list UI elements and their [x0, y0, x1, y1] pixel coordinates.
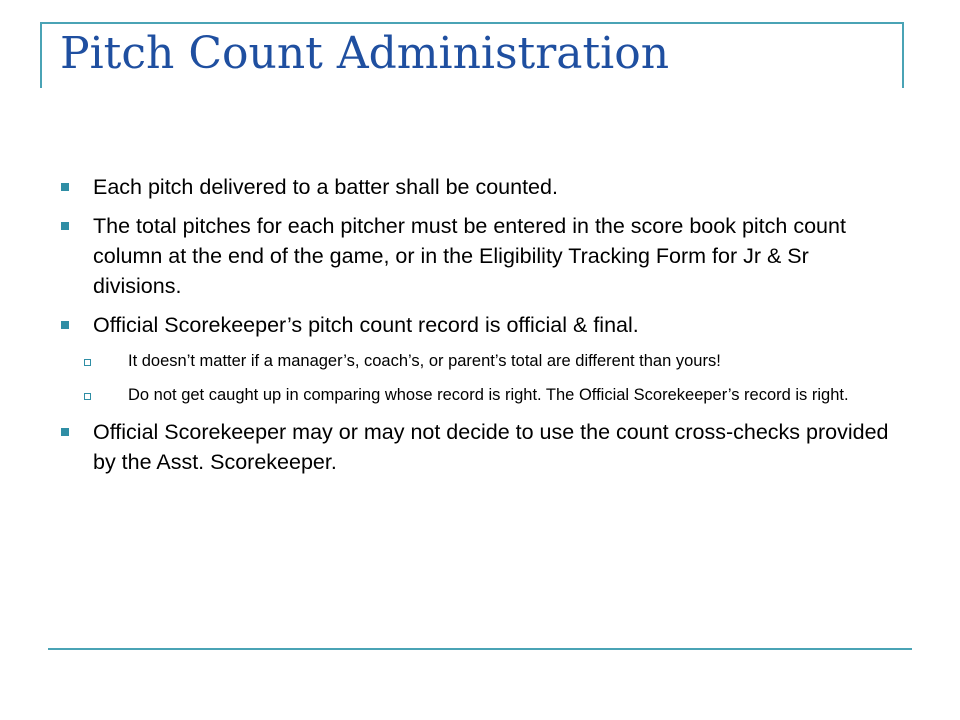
sub-bullet-item	[60, 349, 890, 373]
sub-bullet-text: Do not get caught up in comparing whose record is right. The Official Scorekeeper’s record is right.	[128, 386, 849, 404]
bullet-text: Official Scorekeeper may or may not decide to use the count cross-checks provided by the Asst. Scorekeeper.	[93, 420, 889, 474]
square-bullet-icon	[61, 321, 69, 329]
slide-title: Pitch Count Administration	[60, 28, 670, 79]
sub-bullet-item	[60, 383, 890, 407]
bullet-text: Official Scorekeeper’s pitch count record is official & final.	[93, 313, 639, 337]
title-frame-top-line	[40, 22, 904, 24]
square-bullet-icon	[61, 222, 69, 230]
bullet-text: The total pitches for each pitcher must be entered in the score book pitch count column at the end of the game, or in the Eligibility Tracking Form for Jr & Sr divisions.	[93, 214, 846, 298]
bullet-list	[60, 172, 890, 486]
title-frame-right-line	[902, 22, 904, 88]
bullet-item	[60, 310, 890, 340]
bullet-item	[60, 172, 890, 202]
sub-bullet-text: It doesn’t matter if a manager’s, coach’s, or parent’s total are different than yours!	[128, 352, 721, 370]
bullet-item	[60, 417, 890, 477]
hollow-square-bullet-icon	[84, 359, 91, 366]
bullet-text: Each pitch delivered to a batter shall be counted.	[93, 175, 558, 199]
footer-divider-line	[48, 648, 912, 650]
title-frame-left-line	[40, 22, 42, 88]
hollow-square-bullet-icon	[84, 393, 91, 400]
square-bullet-icon	[61, 428, 69, 436]
bullet-item	[60, 211, 890, 301]
square-bullet-icon	[61, 183, 69, 191]
